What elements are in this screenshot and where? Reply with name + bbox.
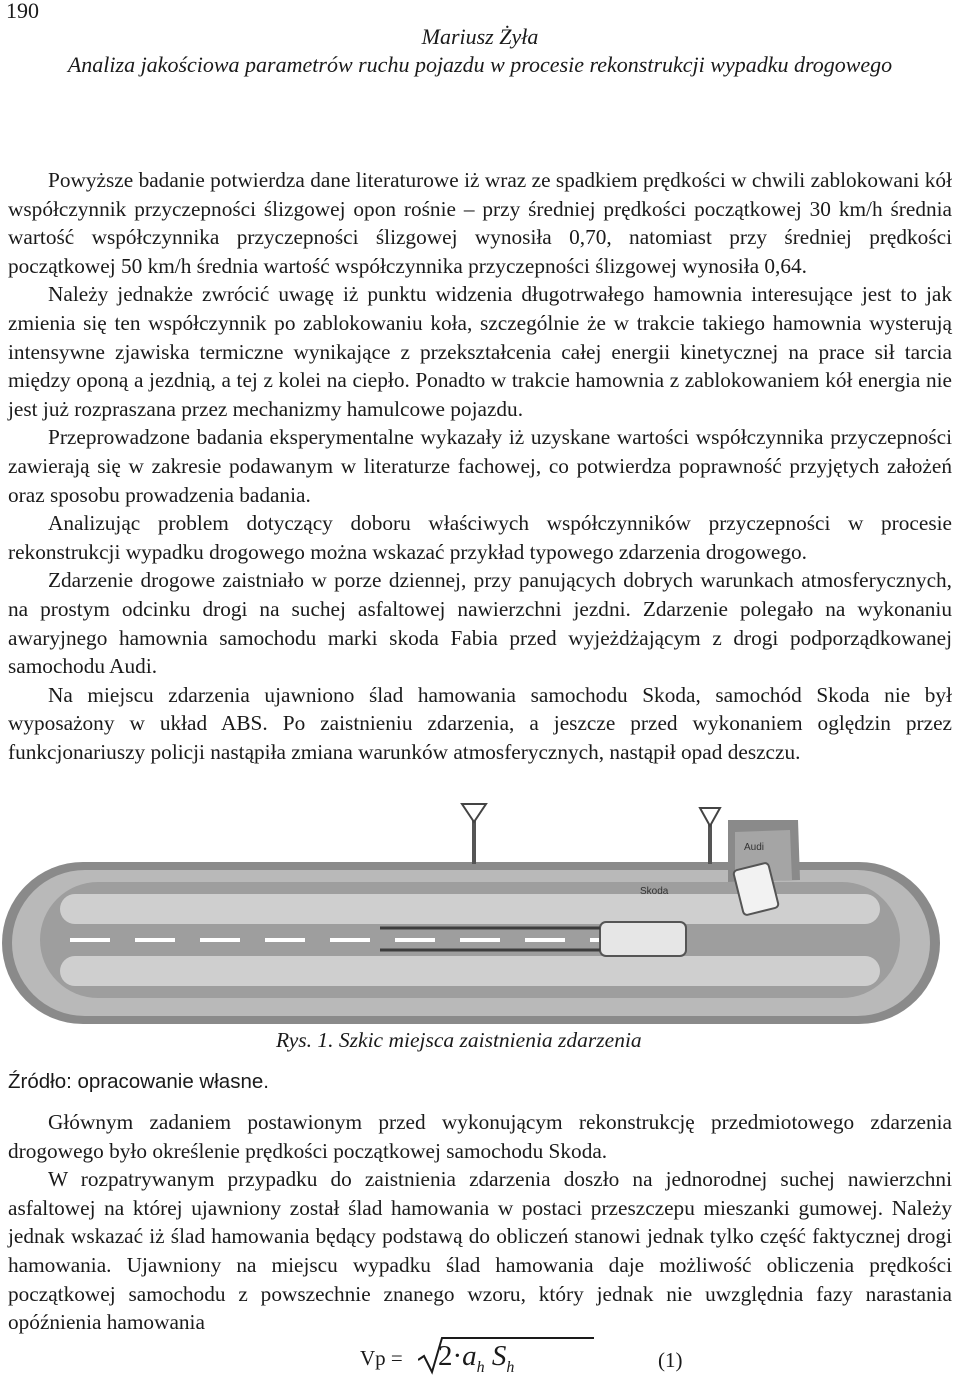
paragraph: Głównym zadaniem postawionym przed wykonującym rekonstrukcję przedmiotowego zdarzenia drogowego było określenie prędkości początkowej samochodu Skoda. [8, 1110, 952, 1163]
page-number: 190 [6, 0, 39, 23]
equation-number: (1) [658, 1348, 683, 1372]
paragraph: Na miejscu zdarzenia ujawniono ślad hamowania samochodu Skoda, samochód Skoda nie był wyposażony w układ ABS. Po zaistnieniu zdarzenia, a jeszcze przed wykonaniem oględzin przez funkcjonariuszy policji nastąpiła zmiana warunków atmosferycznych, nastąpił opad deszczu. [8, 682, 952, 764]
figure-caption: Rys. 1. Szkic miejsca zaistnienia zdarzenia [276, 1028, 642, 1052]
paragraph: W rozpatrywanym przypadku do zaistnienia zdarzenia doszło na jednorodnej suchej nawierzchni asfaltowej na której ujawniony został ślad hamowania w postaci przeszczepu mieszanki gumowej. Należy jednak wskazać iż ślad hamowania będący podstawą do obliczeń stanowi jednak tylko część faktycznej drogi hamowania. Ujawniony na miejscu wypadku ślad hamowania daje możliwość obliczenia prędkości początkowej samochodu z powszechnie znanego wzoru, który jednak nie uwzględnia fazy narastania opóźnienia hamowania [8, 1167, 952, 1335]
running-head-author: Mariusz Żyła [421, 24, 539, 49]
road-sign-give-way [462, 804, 486, 864]
equation-radicand: $2\cdot a_h$ $S_h$ [438, 1340, 515, 1376]
paragraph: Należy jednakże zwrócić uwagę iż punktu widzenia długotrwałego hamownia interesujące jest to jak zmienia się ten współczynnik po zablokowaniu koła, szczególnie że w trakcie takiego hamownia wysterują intensywne zjawiska termiczne wynikające z przekształcenia całej energii kinetycznej na prace sił tarcia między oponą a jezdnią, a tej z kolei na ciepło. Ponadto w trakcie hamownia z zablokowaniem kół energia nie jest już rozpraszana przez mechanizmy hamulcowe pojazdu. [8, 282, 952, 421]
body-section-2 [8, 1108, 952, 1337]
figure-source: Źródło: opracowanie własne. [8, 1070, 269, 1093]
road-outer [2, 862, 940, 1024]
svg-text:Skoda: Skoda [640, 886, 669, 897]
svg-text:Audi: Audi [744, 842, 765, 853]
paragraph: Powyższe badanie potwierdza dane literaturowe iż wraz ze spadkiem prędkości w chwili zablokowani kół współczynnik przyczepności ślizgowej opon rośnie – przy średniej prędkości początkowej 30 km/h średnia wartość współczynnika przyczepności ślizgowej wynosiła 0,70, natomiast przy średniej prędkości początkowej 50 km/h średnia wartość współczynnika przyczepności ślizgowej wynosiła 0,64. [8, 168, 952, 278]
equation-lhs: Vp = [360, 1346, 403, 1370]
body-section-1 [8, 166, 952, 766]
road-sign-stop [700, 808, 720, 864]
accident-scene-sketch [0, 790, 960, 1030]
paragraph: Przeprowadzone badania eksperymentalne wykazały iż uzyskane wartości współczynnika przyczepności zawierają się w zakresie podawanym w literaturze fachowej, co potwierdza poprawność przyjętych założeń oraz sposobu prowadzenia badania. [8, 425, 952, 507]
running-head-title: Analiza jakościowa parametrów ruchu pojazdu w procesie rekonstrukcji wypadku drogowego [67, 52, 893, 77]
paragraph: Zdarzenie drogowe zaistniało w porze dziennej, przy panujących dobrych warunkach atmosferycznych, na prostym odcinku drogi na suchej asfaltowej nawierzchni jezdni. Zdarzenie polegało na wykonaniu awaryjnego hamownia samochodu marki skoda Fabia przed wyjeżdżającym z drogi podporządkowanej samochodu Audi. [8, 568, 952, 679]
paragraph: Analizując problem dotyczący doboru właściwych współczynników przyczepności w procesie rekonstrukcji wypadku drogowego można wskazać przykład typowego zdarzenia drogowego. [8, 511, 952, 564]
